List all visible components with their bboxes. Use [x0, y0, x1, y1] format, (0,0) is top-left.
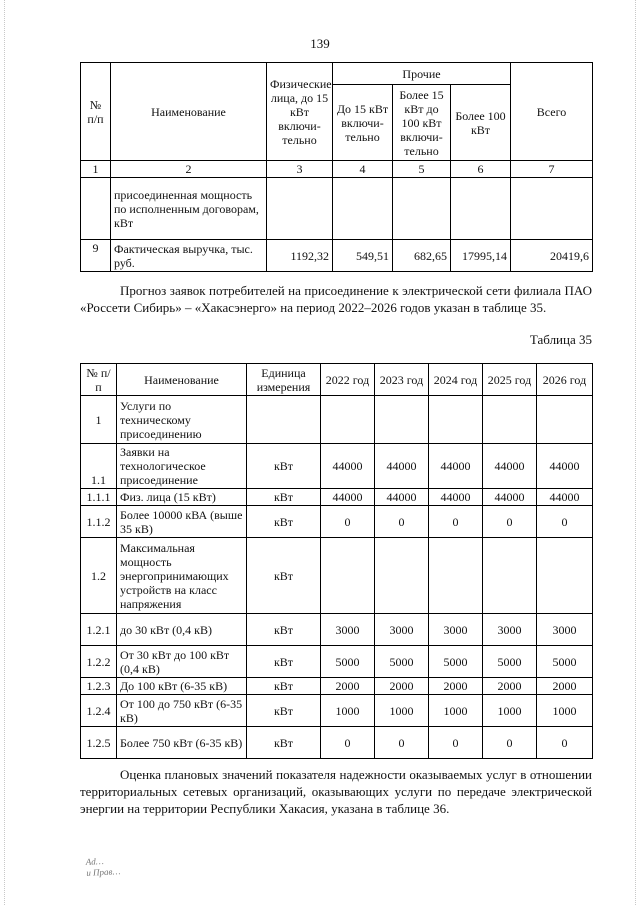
cell-value: 44000 — [375, 444, 429, 489]
cell-value — [483, 538, 537, 614]
table-row — [81, 727, 593, 759]
cell-value — [511, 178, 593, 240]
cell-value: 20419,6 — [511, 240, 593, 272]
row-num: 1.1.1 — [81, 489, 117, 506]
row-num: 1.2.1 — [81, 614, 117, 646]
cell-value: 0 — [429, 506, 483, 538]
row-unit: кВт — [247, 614, 321, 646]
header-physical-persons: Физические лица, до 15 кВт включи-тельно — [267, 63, 333, 161]
cell-value: 3000 — [483, 614, 537, 646]
cell-value: 0 — [321, 506, 375, 538]
column-index: 6 — [451, 161, 511, 178]
signature-stamp: Ad… и Прав… — [85, 855, 121, 878]
cell-value: 5000 — [537, 646, 593, 678]
table-row — [81, 240, 593, 272]
cell-value: 5000 — [429, 646, 483, 678]
header-total: Всего — [511, 63, 593, 161]
paragraph-reliability: Оценка плановых значений показателя надежности оказываемых услуг в отношении территориальных сетевых организаций, оказывающих услуги по передаче электрической энергии на территории Республики Хакасия, указана в таблице 36. — [80, 767, 592, 816]
header-num: № п/п — [81, 364, 117, 396]
row-name: Более 750 кВт (6-35 кВ) — [117, 727, 247, 759]
cell-value — [537, 396, 593, 444]
row-name: До 100 кВт (6-35 кВ) — [117, 678, 247, 695]
cell-value: 2000 — [375, 678, 429, 695]
row-name: Услуги по техническому присоединению — [117, 396, 247, 444]
table-header-row — [81, 364, 593, 396]
row-name: присоединенная мощность по исполненным договорам, кВт — [111, 178, 267, 240]
row-name: Более 10000 кВА (выше 35 кВ) — [117, 506, 247, 538]
cell-value: 0 — [483, 506, 537, 538]
cell-value: 44000 — [429, 444, 483, 489]
cell-value: 44000 — [375, 489, 429, 506]
header-num: № п/п — [81, 63, 111, 161]
column-index: 4 — [333, 161, 393, 178]
row-unit: кВт — [247, 444, 321, 489]
row-unit: кВт — [247, 646, 321, 678]
cell-value: 0 — [375, 727, 429, 759]
row-unit: кВт — [247, 678, 321, 695]
cell-value — [483, 396, 537, 444]
row-unit: кВт — [247, 695, 321, 727]
cell-value: 0 — [537, 727, 593, 759]
cell-value: 682,65 — [393, 240, 451, 272]
row-num: 1.2.5 — [81, 727, 117, 759]
row-num — [81, 178, 111, 240]
cell-value — [267, 178, 333, 240]
cell-value — [375, 396, 429, 444]
cell-value: 1000 — [429, 695, 483, 727]
column-index: 2 — [111, 161, 267, 178]
header-15-to-100kw: Более 15 кВт до 100 кВт включи-тельно — [393, 85, 451, 161]
cell-value: 3000 — [375, 614, 429, 646]
cell-value: 2000 — [321, 678, 375, 695]
table-35 — [80, 363, 593, 759]
cell-value: 0 — [537, 506, 593, 538]
cell-value: 44000 — [321, 444, 375, 489]
cell-value: 17995,14 — [451, 240, 511, 272]
row-num: 1.2.3 — [81, 678, 117, 695]
page-number: 139 — [310, 36, 330, 51]
row-name: до 30 кВт (0,4 кВ) — [117, 614, 247, 646]
column-index: 3 — [267, 161, 333, 178]
row-unit: кВт — [247, 727, 321, 759]
header-year: 2025 год — [483, 364, 537, 396]
column-index: 7 — [511, 161, 593, 178]
header-year: 2026 год — [537, 364, 593, 396]
column-index: 5 — [393, 161, 451, 178]
cell-value: 3000 — [429, 614, 483, 646]
table-row — [81, 489, 593, 506]
left-margin-guide — [4, 0, 5, 905]
cell-value: 0 — [483, 727, 537, 759]
cell-value: 44000 — [429, 489, 483, 506]
table-35-caption: Таблица 35 — [529, 332, 592, 347]
cell-value: 5000 — [321, 646, 375, 678]
right-margin-guide — [635, 0, 636, 905]
cell-value — [321, 538, 375, 614]
cell-value: 0 — [375, 506, 429, 538]
paragraph-forecast: Прогноз заявок потребителей на присоединение к электрической сети филиала ПАО «Россети Сибирь» – «Хакасэнерго» на период 2022–2026 годов указан в таблице 35. — [80, 283, 592, 315]
row-unit: кВт — [247, 506, 321, 538]
table-row — [81, 538, 593, 614]
cell-value: 0 — [429, 727, 483, 759]
cell-value — [429, 538, 483, 614]
cell-value: 0 — [321, 727, 375, 759]
cell-value: 5000 — [375, 646, 429, 678]
cell-value: 44000 — [483, 489, 537, 506]
cell-value — [451, 178, 511, 240]
cell-value: 549,51 — [333, 240, 393, 272]
header-year: 2022 год — [321, 364, 375, 396]
cell-value: 1000 — [537, 695, 593, 727]
header-name: Наименование — [111, 63, 267, 161]
cell-value: 3000 — [321, 614, 375, 646]
row-unit: кВт — [247, 538, 321, 614]
row-num: 1.2 — [81, 538, 117, 614]
cell-value — [333, 178, 393, 240]
cell-value — [393, 178, 451, 240]
row-unit — [247, 396, 321, 444]
header-other: Прочие — [333, 63, 511, 85]
header-name: Наименование — [117, 364, 247, 396]
row-name: Физ. лица (15 кВт) — [117, 489, 247, 506]
row-num: 1.2.4 — [81, 695, 117, 727]
cell-value: 2000 — [537, 678, 593, 695]
row-num: 1.2.2 — [81, 646, 117, 678]
cell-value: 5000 — [483, 646, 537, 678]
cell-value: 2000 — [429, 678, 483, 695]
header-unit: Единица измерения — [247, 364, 321, 396]
table-row — [81, 695, 593, 727]
table-row — [81, 506, 593, 538]
table-row — [81, 614, 593, 646]
table-continuation — [80, 62, 593, 272]
table-row — [81, 178, 593, 240]
cell-value: 1192,32 — [267, 240, 333, 272]
row-name: Максимальная мощность энергопринимающих устройств на класс напряжения — [117, 538, 247, 614]
cell-value — [375, 538, 429, 614]
table-row — [81, 646, 593, 678]
row-num: 9 — [81, 240, 111, 272]
row-name: От 100 до 750 кВт (6-35 кВ) — [117, 695, 247, 727]
table-row — [81, 444, 593, 489]
header-to-15kw: До 15 кВт включи-тельно — [333, 85, 393, 161]
row-num: 1.1 — [81, 444, 117, 489]
cell-value: 3000 — [537, 614, 593, 646]
header-year: 2024 год — [429, 364, 483, 396]
cell-value: 1000 — [375, 695, 429, 727]
cell-value: 2000 — [483, 678, 537, 695]
row-name: От 30 кВт до 100 кВт (0,4 кВ) — [117, 646, 247, 678]
row-unit: кВт — [247, 489, 321, 506]
row-name: Заявки на технологическое присоединение — [117, 444, 247, 489]
cell-value: 1000 — [321, 695, 375, 727]
cell-value — [429, 396, 483, 444]
cell-value — [321, 396, 375, 444]
cell-value: 44000 — [321, 489, 375, 506]
column-index: 1 — [81, 161, 111, 178]
column-index-row — [81, 161, 593, 178]
row-num: 1.1.2 — [81, 506, 117, 538]
cell-value: 44000 — [537, 489, 593, 506]
header-year: 2023 год — [375, 364, 429, 396]
cell-value: 44000 — [483, 444, 537, 489]
cell-value: 44000 — [537, 444, 593, 489]
row-name: Фактическая выручка, тыс. руб. — [111, 240, 267, 272]
table-row — [81, 678, 593, 695]
table-row — [81, 396, 593, 444]
cell-value: 1000 — [483, 695, 537, 727]
row-num: 1 — [81, 396, 117, 444]
header-over-100kw: Более 100 кВт — [451, 85, 511, 161]
cell-value — [537, 538, 593, 614]
